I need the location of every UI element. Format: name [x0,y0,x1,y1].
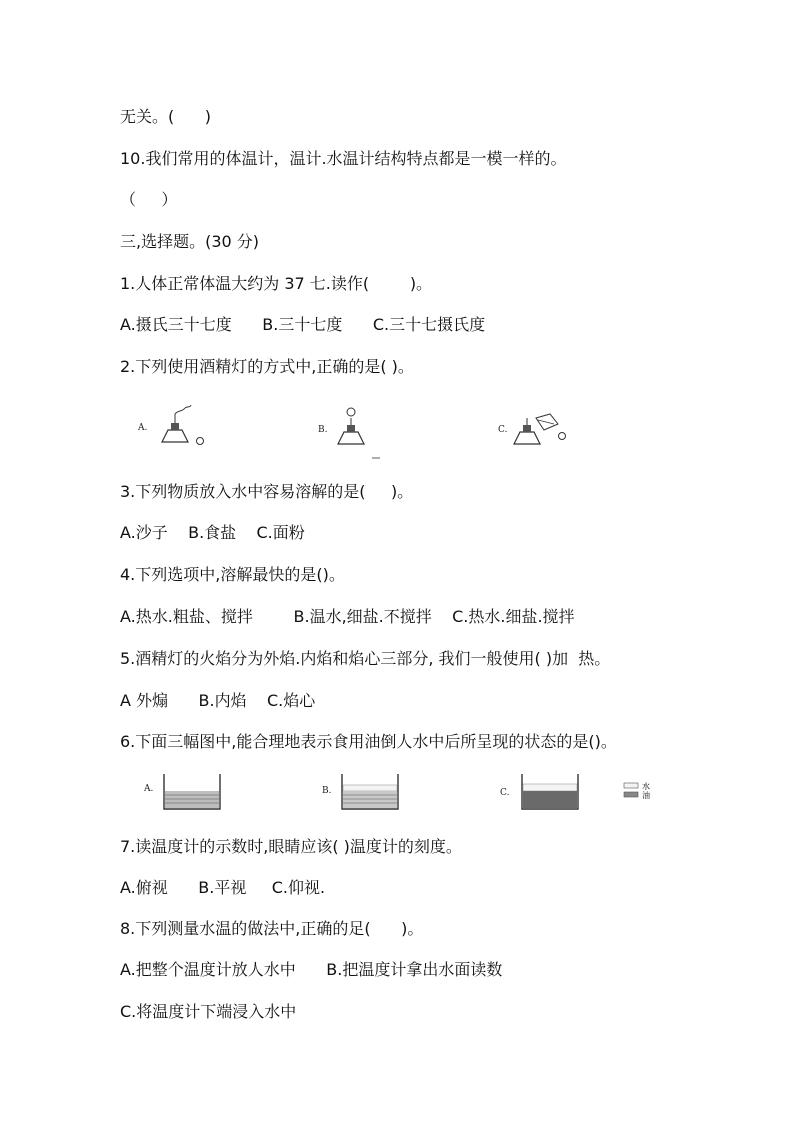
svg-text:C.: C. [498,425,508,435]
alcohol-lamp-figure [130,396,590,462]
svg-text:油: 油 [642,791,650,800]
question-8-options-ab: A.把整个温度计放人水中 B.把温度计拿出水面读数 [120,960,503,979]
text-line-1: 无关。( ) [120,107,212,126]
svg-text:B.: B. [322,786,332,796]
oil-water-beaker-figure [140,771,680,817]
question-1-options: A.摄氏三十七度 B.三十七度 C.三十七摄氏度 [120,315,486,334]
question-3-options: A.沙子 B.食盐 C.面粉 [120,523,305,542]
question-4: 4.下列选项中,溶解最快的是()。 [120,565,345,584]
answer-blank: （ ） [120,190,178,209]
svg-text:C.: C. [500,788,510,798]
question-4-options: A.热水.粗盐、搅拌 B.温水,细盐.不搅拌 C.热水.细盐.搅拌 [120,607,575,626]
question-5-options: A 外煽 B.内焰 C.焰心 [120,691,316,710]
svg-text:A.: A. [138,423,148,433]
question-5: 5.酒精灯的火焰分为外焰.内焰和焰心三部分, 我们一般使用( )加 热。 [120,649,611,668]
question-6: 6.下面三幅图中,能合理地表示食用油倒人水中后所呈现的状态的是()。 [120,732,617,751]
question-2: 2.下列使用酒精灯的方式中,正确的是( )。 [120,357,414,376]
svg-text:B.: B. [318,425,328,435]
lamp-option-b [318,408,380,458]
lamp-option-a [137,405,204,445]
svg-text:水: 水 [642,782,650,791]
question-7: 7.读温度计的示数时,眼睛应该( )温度计的刻度。 [120,837,462,856]
beaker-option-a [143,774,220,809]
question-8: 8.下列测量水温的做法中,正确的足( )。 [120,919,424,938]
question-7-options: A.俯视 B.平视 C.仰视. [120,878,326,897]
question-1: 1.人体正常体温大约为 37 七.读作( )。 [120,274,433,293]
question-3: 3.下列物质放入水中容易溶解的是( )。 [120,482,414,501]
beaker-option-c [500,774,578,809]
svg-text:A.: A. [144,784,154,794]
beaker-legend [624,781,650,800]
beaker-option-b [322,774,398,809]
question-8-option-c: C.将温度计下端浸入水中 [120,1002,297,1021]
section-heading: 三,选择题。(30 分) [120,232,260,251]
lamp-option-c [498,414,566,444]
question-10: 10.我们常用的体温计，温计.水温计结构特点都是一模一样的。 [120,149,567,168]
